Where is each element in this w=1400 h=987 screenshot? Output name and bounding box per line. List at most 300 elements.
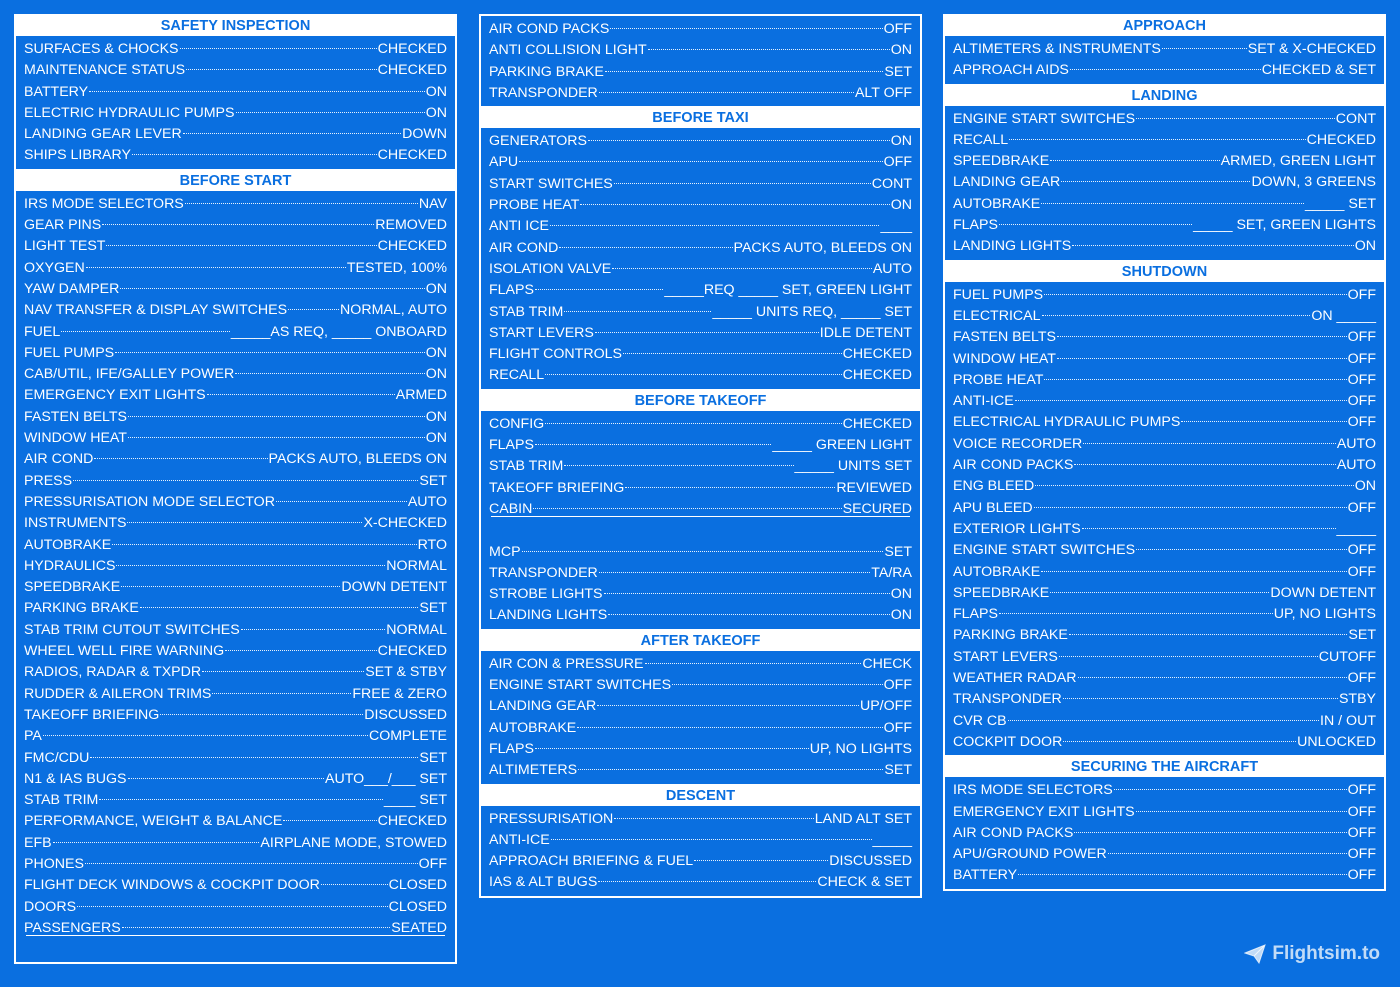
dot-leader (89, 91, 425, 92)
item-name: RECALL (489, 367, 545, 384)
item-value: IDLE DETENT (819, 324, 912, 341)
checklist-row (24, 556, 447, 577)
checklist-row (24, 103, 447, 124)
dot-leader (1041, 203, 1304, 204)
item-name: START LEVERS (953, 648, 1058, 665)
dot-leader (283, 820, 376, 821)
item-name: LANDING LIGHTS (489, 607, 608, 624)
item-name: APU/GROUND POWER (953, 846, 1107, 863)
item-name: VOICE RECORDER (953, 435, 1083, 452)
item-value: OFF (1347, 542, 1376, 559)
item-value: DOWN, 3 GREENS (1251, 174, 1376, 191)
dot-leader (545, 374, 841, 375)
dot-leader (132, 154, 377, 155)
dot-leader (999, 613, 1273, 614)
item-value: CONT (1335, 110, 1376, 127)
item-name: RUDDER & AILERON TRIMS (24, 685, 212, 702)
dot-leader (86, 267, 346, 268)
dot-leader (1074, 464, 1335, 465)
item-value: PACKS AUTO, BLEEDS ON (733, 239, 912, 256)
dot-leader (1074, 832, 1346, 833)
item-value: FREE & ZERO (352, 685, 447, 702)
item-value: DISCUSSED (364, 706, 447, 723)
item-name: ELECTRIC HYDRAULIC PUMPS (24, 104, 235, 121)
checklist-row (953, 625, 1376, 646)
checklist-row (489, 323, 912, 344)
item-name: AUTOBRAKE (953, 195, 1041, 212)
item-value: NORMAL (386, 557, 447, 574)
checklist-row (489, 456, 912, 477)
checklist-section (479, 391, 922, 631)
dot-leader (128, 437, 425, 438)
checklist-row (489, 40, 912, 61)
item-value: UP/OFF (859, 698, 912, 715)
item-value: AUTO (1336, 457, 1376, 474)
checklist-row (489, 478, 912, 499)
dot-leader (1136, 118, 1335, 119)
item-name: SURFACES & CHOCKS (24, 41, 179, 57)
dot-leader (1009, 139, 1305, 140)
item-value: DOWN (402, 126, 447, 143)
checklist-section (943, 262, 1386, 758)
checklist-row (953, 519, 1376, 540)
checklist-row (489, 302, 912, 323)
dot-leader (672, 684, 883, 685)
item-name: WEATHER RADAR (953, 670, 1077, 687)
checklist-row (24, 492, 447, 513)
dot-leader (102, 224, 374, 225)
item-value: ON (425, 344, 447, 361)
item-value: ON (1354, 238, 1376, 255)
item-name: IRS MODE SELECTORS (953, 782, 1113, 799)
item-value: UP, NO LIGHTS (1273, 606, 1376, 623)
item-value: _____ SET (1305, 195, 1376, 212)
item-value: ALT OFF (854, 84, 912, 101)
item-value: ON (425, 83, 447, 100)
item-value: STBY (1338, 691, 1376, 708)
dot-leader (595, 332, 819, 333)
checklist-row (953, 604, 1376, 625)
dot-leader (608, 614, 889, 615)
dot-leader (551, 839, 872, 840)
checklist-row (24, 343, 447, 364)
item-value: SET (884, 63, 912, 80)
dot-leader (185, 203, 418, 204)
dot-leader (180, 48, 377, 49)
checklist-items (16, 191, 455, 963)
checklist-row (24, 258, 447, 279)
item-name: STROBE LIGHTS (489, 586, 603, 603)
item-name: LANDING LIGHTS (953, 238, 1072, 255)
item-name: ANTI-ICE (489, 831, 550, 848)
checklist-row (24, 471, 447, 492)
item-name: FLAPS (953, 606, 998, 623)
dot-leader (1050, 160, 1220, 161)
checklist-row (953, 130, 1376, 151)
checklist-row (24, 748, 447, 769)
item-name: PHONES (24, 855, 84, 872)
item-name: ANTI-ICE (953, 393, 1014, 410)
dot-leader (578, 769, 883, 770)
checklist-section (479, 631, 922, 786)
dot-leader (115, 352, 425, 353)
dot-leader (1082, 528, 1336, 529)
item-name: COCKPIT DOOR (953, 733, 1063, 750)
checklist-row (489, 152, 912, 173)
dot-leader (550, 225, 880, 226)
checklist-row (953, 802, 1376, 823)
checklist-row (953, 689, 1376, 710)
item-name: TAKEOFF BRIEFING (489, 479, 625, 496)
item-value: IN / OUT (1320, 712, 1376, 729)
dot-leader (519, 161, 882, 162)
checklist-section (943, 14, 1386, 86)
item-name: EMERGENCY EXIT LIGHTS (24, 387, 206, 404)
item-value: OFF (1347, 499, 1376, 516)
item-name: CABIN (489, 500, 533, 517)
item-name: FUEL PUMPS (24, 344, 115, 361)
dot-leader (1042, 315, 1311, 316)
item-name: FLAPS (953, 217, 998, 234)
checklist-row (24, 407, 447, 428)
item-name: CAB/UTIL, IFE/GALLEY POWER (24, 366, 235, 383)
item-name: EXTERIOR LIGHTS (953, 520, 1081, 537)
item-name: FLIGHT DECK WINDOWS & COCKPIT DOOR (24, 877, 320, 894)
item-value: SET (884, 762, 912, 779)
checklist-row (489, 739, 912, 760)
dot-leader (140, 607, 419, 608)
item-value: CHECKED (377, 643, 447, 660)
dot-leader (1072, 245, 1353, 246)
dot-leader (122, 927, 391, 928)
item-name: FLAPS (489, 282, 534, 299)
item-value: NORMAL, AUTO (340, 302, 447, 319)
checklist-row (953, 780, 1376, 801)
dot-leader (645, 663, 862, 664)
checklist-row (24, 684, 447, 705)
item-name: AUTOBRAKE (24, 536, 112, 553)
checklist-row (953, 844, 1376, 865)
item-name: ENGINE START SWITCHES (953, 542, 1136, 559)
item-name: AIR COND (24, 451, 94, 468)
checklist-row (953, 194, 1376, 215)
dot-leader (321, 884, 388, 885)
checklist-row (953, 668, 1376, 689)
checklist-row (489, 259, 912, 280)
item-name: NAV TRANSFER & DISPLAY SWITCHES (24, 302, 288, 319)
checklist-row (24, 300, 447, 321)
section-title: BEFORE TAKEOFF (481, 391, 920, 411)
item-name: PROBE HEAT (489, 197, 580, 214)
dot-leader (648, 49, 890, 50)
dot-leader (61, 331, 230, 332)
checklist-row (953, 562, 1376, 583)
item-value: CUTOFF (1318, 648, 1376, 665)
dot-leader (612, 268, 872, 269)
checklist-row (24, 897, 447, 918)
item-value: _____ UNITS SET (794, 458, 912, 475)
section-title: BEFORE TAXI (481, 108, 920, 128)
dot-leader (533, 508, 841, 509)
dot-leader (535, 748, 809, 749)
item-value: OFF (1347, 371, 1376, 388)
dot-leader (106, 245, 376, 246)
dot-leader (26, 935, 445, 936)
checklist-row (953, 39, 1376, 60)
item-value: CHECK & SET (817, 874, 912, 891)
checklist-items (481, 806, 920, 896)
dot-leader (1136, 549, 1347, 550)
dot-leader (625, 487, 835, 488)
item-name: PARKING BRAKE (953, 627, 1068, 644)
item-name: STAB TRIM CUTOUT SWITCHES (24, 621, 240, 638)
item-value: LAND ALT SET (814, 810, 912, 827)
checklist-items (945, 777, 1384, 888)
checklist-row (24, 726, 447, 747)
item-name: BATTERY (953, 867, 1018, 884)
item-name: TRANSPONDER (489, 564, 598, 581)
checklist-row (24, 279, 447, 300)
item-value: AIRPLANE MODE, STOWED (260, 834, 447, 851)
item-value: CLOSED (388, 877, 447, 894)
item-value: AUTO (1336, 435, 1376, 452)
item-value: CHECKED & SET (1261, 62, 1376, 79)
item-name: STAB TRIM (489, 303, 564, 320)
item-value: ON _____ (1311, 307, 1376, 324)
checklist-row (24, 385, 447, 406)
item-value: OFF (1347, 414, 1376, 431)
checklist-row (24, 82, 447, 103)
item-name: LANDING GEAR (489, 698, 597, 715)
checklist-row (24, 598, 447, 619)
dot-leader (599, 572, 870, 573)
item-name: SHIPS LIBRARY (24, 147, 131, 164)
item-value: OFF (1347, 782, 1376, 799)
checklist-items (481, 411, 920, 629)
checklist-row (489, 414, 912, 435)
item-name: OXYGEN (24, 259, 85, 276)
checklist-row (489, 654, 912, 675)
item-value: REVIEWED (836, 479, 912, 496)
dot-leader (1136, 811, 1347, 812)
checklist-row (489, 195, 912, 216)
checklist-section (943, 86, 1386, 262)
checklist-items (481, 651, 920, 784)
item-name: WINDOW HEAT (953, 350, 1056, 367)
checklist-row (953, 476, 1376, 497)
dot-leader (1181, 421, 1346, 422)
checklist-row (953, 732, 1376, 753)
item-name: AIR COND PACKS (489, 21, 610, 37)
item-name: DOORS (24, 898, 77, 915)
item-name: FUEL (24, 323, 61, 340)
checklist-row (24, 875, 447, 896)
item-value: CHECKED (377, 238, 447, 255)
dot-leader (588, 140, 890, 141)
item-name: ENGINE START SWITCHES (953, 110, 1136, 127)
item-name: HYDRAULICS (24, 557, 116, 574)
item-name: YAW DAMPER (24, 280, 120, 297)
item-value: SET & X-CHECKED (1247, 41, 1376, 57)
item-value: _____AS REQ, _____ ONBOARD (230, 323, 447, 340)
item-name: SPEEDBRAKE (953, 153, 1050, 170)
dot-leader (1057, 336, 1347, 337)
dot-leader (160, 714, 363, 715)
item-name: PRESSURISATION (489, 810, 614, 827)
section-title: SECURING THE AIRCRAFT (945, 757, 1384, 777)
item-name: ELECTRICAL (953, 307, 1041, 324)
item-value: SET (419, 472, 447, 489)
item-name: ENGINE START SWITCHES (489, 677, 672, 694)
item-value: CLOSED (388, 898, 447, 915)
dot-leader (1061, 181, 1250, 182)
checklist-row (489, 584, 912, 605)
item-value: SET (419, 749, 447, 766)
dot-leader (1063, 698, 1338, 699)
dot-leader (288, 309, 339, 310)
checklist-row (24, 769, 447, 790)
item-name: LANDING GEAR LEVER (24, 126, 182, 143)
flightsim-logo (1244, 943, 1380, 965)
item-value: OFF (1347, 329, 1376, 346)
item-name: AIR COND (489, 239, 559, 256)
dot-leader (225, 650, 376, 651)
item-value: OFF (1347, 846, 1376, 863)
item-name: IAS & ALT BUGS (489, 874, 598, 891)
dot-leader (99, 799, 383, 800)
checklist-row (489, 696, 912, 717)
dot-leader (597, 705, 859, 706)
checklist-row (489, 563, 912, 584)
dot-leader (90, 757, 418, 758)
dot-leader (1059, 656, 1318, 657)
item-name: MCP (489, 543, 521, 560)
item-value: SECURED (842, 500, 912, 517)
item-name: MAINTENANCE STATUS (24, 62, 186, 79)
item-value: RTO (417, 536, 447, 553)
dot-leader (112, 544, 416, 545)
checklist-row (24, 39, 447, 60)
item-name: RADIOS, RADAR & TXPDR (24, 664, 202, 681)
checklist-row (24, 449, 447, 470)
checklist-row (953, 412, 1376, 433)
dot-leader (128, 778, 325, 779)
dot-leader (120, 288, 424, 289)
item-value: OFF (1347, 670, 1376, 687)
item-name: LANDING GEAR (953, 174, 1061, 191)
checklist-row (24, 833, 447, 854)
checklist-row (953, 327, 1376, 348)
item-name: WINDOW HEAT (24, 430, 127, 447)
checklist-row (24, 641, 447, 662)
item-value: COMPLETE (368, 728, 447, 745)
item-value: OFF (418, 855, 447, 872)
checklist-row (489, 605, 912, 626)
checklist-row (24, 854, 447, 875)
item-name: FMC/CDU (24, 749, 90, 766)
item-value: ON (890, 197, 912, 214)
checklist-row (24, 364, 447, 385)
dot-leader (564, 465, 793, 466)
item-name: WHEEL WELL FIRE WARNING (24, 643, 225, 660)
item-name: PERFORMANCE, WEIGHT & BALANCE (24, 813, 283, 830)
dot-leader (577, 727, 882, 728)
checklist-row (24, 939, 447, 960)
dot-leader (94, 458, 267, 459)
checklist-section (14, 14, 457, 171)
item-value: CHECK (862, 655, 912, 672)
checklist-row (489, 872, 912, 893)
item-name: SPEEDBRAKE (953, 584, 1050, 601)
dot-leader (183, 133, 401, 134)
checklist-row (489, 675, 912, 696)
checklist-row (24, 535, 447, 556)
section-title: BEFORE START (16, 171, 455, 191)
item-name: FLAPS (489, 740, 534, 757)
item-value: X-CHECKED (363, 515, 447, 532)
item-name: APU BLEED (953, 499, 1033, 516)
checklist-row (489, 830, 912, 851)
dot-leader (128, 416, 425, 417)
item-name: START LEVERS (489, 324, 594, 341)
item-name: INSTRUMENTS (24, 515, 127, 532)
item-name: AUTOBRAKE (953, 563, 1041, 580)
item-value: ON (1354, 478, 1376, 495)
item-value: OFF (1347, 803, 1376, 820)
item-value: OFF (883, 719, 912, 736)
item-value: TA/RA (871, 564, 912, 581)
dot-leader (1078, 677, 1347, 678)
item-name: EMERGENCY EXIT LIGHTS (953, 803, 1135, 820)
item-value: ARMED (395, 387, 447, 404)
item-value: DOWN DETENT (1270, 584, 1376, 601)
item-name: AIR COND PACKS (953, 457, 1074, 474)
item-name: PROBE HEAT (953, 371, 1044, 388)
checklist-row (489, 809, 912, 830)
checklist-row (953, 711, 1376, 732)
dot-leader (241, 629, 386, 630)
item-name: TRANSPONDER (953, 691, 1062, 708)
checklist-row (24, 322, 447, 343)
checklist-row (953, 865, 1376, 886)
item-name: N1 & IAS BUGS (24, 770, 127, 787)
dot-leader (694, 860, 828, 861)
item-value: UP, NO LIGHTS (809, 740, 912, 757)
item-name: STAB TRIM (24, 792, 99, 809)
dot-leader (545, 423, 841, 424)
item-name: AIR COND PACKS (953, 824, 1074, 841)
checklist-row (24, 790, 447, 811)
checklist-row (489, 280, 912, 301)
checklist-column-1 (14, 14, 457, 964)
item-name: PASSENGERS (24, 919, 121, 936)
dot-leader (1035, 485, 1354, 486)
checklist-row (489, 216, 912, 237)
checklist-row (489, 83, 912, 104)
dot-leader (610, 28, 882, 29)
dot-leader (1070, 69, 1261, 70)
checklist-row (953, 434, 1376, 455)
checklist-row (489, 435, 912, 456)
item-name: ALTIMETERS (489, 762, 578, 779)
dot-leader (1050, 592, 1269, 593)
item-value: CHECKED (377, 62, 447, 79)
section-title: AFTER TAKEOFF (481, 631, 920, 651)
item-name: FUEL PUMPS (953, 286, 1044, 303)
checklist-column-2 (479, 14, 922, 898)
item-name: GEAR PINS (24, 217, 102, 234)
item-value: SEATED (391, 919, 447, 936)
